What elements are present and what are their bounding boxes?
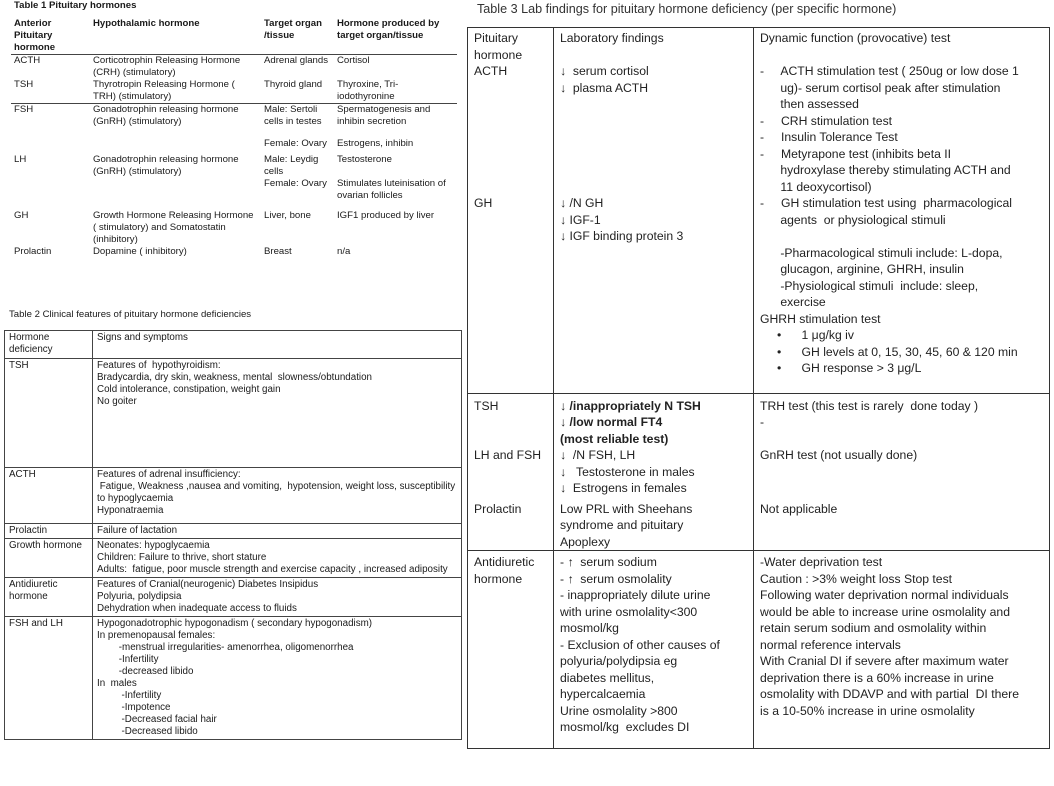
table-row bbox=[11, 202, 457, 246]
table-row bbox=[5, 578, 462, 617]
cell-hypothalamic: Corticotrophin Releasing Hormone (CRH) (stimulatory) bbox=[93, 55, 241, 78]
header-lab-findings: Laboratory findings bbox=[554, 28, 754, 64]
cell-hormone: TSH bbox=[468, 393, 554, 447]
cell-lab: ↓ /inappropriately N TSH ↓ /low normal FT4 (most reliable test) bbox=[554, 393, 754, 447]
table-row bbox=[11, 55, 457, 80]
cell-dynamic: GnRH test (not usually done) bbox=[754, 447, 1050, 497]
cell-hormone: ACTH bbox=[14, 55, 41, 66]
cell-product: Thyroxine, Tri-iodothyronine bbox=[337, 79, 399, 102]
table-row bbox=[5, 331, 462, 359]
cell-product: Cortisol bbox=[337, 55, 370, 66]
cell-dynamic: Not applicable bbox=[754, 497, 1050, 551]
table-row bbox=[5, 539, 462, 578]
cell-symptoms: Failure of lactation bbox=[93, 524, 462, 539]
cell-hypothalamic bbox=[90, 128, 261, 150]
table1-caption: Table 1 Pituitary hormones bbox=[14, 0, 137, 11]
cell-symptoms: Features of adrenal insufficiency: Fatigue, Weakness ,nausea and vomiting, hypotension, weight loss, susceptibility to hypoglycaemia Hyponatraemia bbox=[93, 468, 462, 524]
cell-hormone: GH bbox=[14, 210, 29, 221]
cell-hormone: LH bbox=[14, 154, 27, 165]
cell-hormone bbox=[11, 128, 90, 150]
header-target-hormone: Hormone produced by target organ/tissue bbox=[334, 18, 457, 55]
table-row bbox=[468, 497, 1050, 551]
cell-hypothalamic: Growth Hormone Releasing Hormone ( stimulatory) and Somatostatin (inhibitory) bbox=[93, 210, 254, 245]
table-row bbox=[468, 551, 1050, 749]
cell-dynamic: - GH stimulation test using pharmacological agents or physiological stimuli -Pharmacological stimuli include: L-dopa, glucagon, arginine, GHRH, insulin -Physiological stimuli include: sleep, exercise GHRH stimulation test • 1 μg/kg iv • GH levels at 0, 15, 30, 45, 60 & 120 min • GH response > 3 μg/L bbox=[754, 195, 1050, 393]
cell-hormone: FSH bbox=[11, 104, 90, 129]
cell-target: Liver, bone bbox=[264, 210, 311, 221]
header-target-organ: Target organ /tissue bbox=[261, 18, 334, 55]
cell-hypothalamic: Dopamine ( inhibitory) bbox=[93, 246, 187, 257]
cell-lab: ↓ /N GH ↓ IGF-1 ↓ IGF binding protein 3 bbox=[554, 195, 754, 393]
header-anterior-hormone: Anterior Pituitary hormone bbox=[11, 18, 90, 55]
cell-symptoms: Hypogonadotrophic hypogonadism ( secondary hypogonadism) In premenopausal females: -menstrual irregularities- amenorrhea, oligomenorrhea -Infertility -decreased libido In males -Infertility -Impotence -Decreased facial hair -Decreased libido bbox=[93, 617, 462, 740]
table2-caption: Table 2 Clinical features of pituitary hormone deficiencies bbox=[9, 309, 252, 320]
cell-product: IGF1 produced by liver bbox=[337, 210, 435, 221]
cell-hypothalamic: Thyrotropin Releasing Hormone ( TRH) (stimulatory) bbox=[93, 79, 235, 102]
table-row bbox=[468, 195, 1050, 393]
cell-target: Female: Ovary bbox=[264, 178, 327, 189]
table-row bbox=[11, 128, 457, 150]
cell-target: Male: Sertoli cells in testes bbox=[261, 104, 334, 129]
header-hypothalamic-hormone: Hypothalamic hormone bbox=[90, 18, 261, 55]
cell-symptoms: Neonates: hypoglycaemia Children: Failure to thrive, short stature Adults: fatigue, poor muscle strength and exercise capacity , increased adiposity bbox=[93, 539, 462, 578]
header-signs-symptoms: Signs and symptoms bbox=[93, 331, 462, 359]
cell-product: n/a bbox=[337, 246, 351, 257]
cell-dynamic: - ACTH stimulation test ( 250ug or low dose 1 ug)- serum cortisol peak after stimulation then assessed - CRH stimulation test - Insulin Tolerance Test - Metyrapone test (inhibits beta II hydroxylase thereby stimulating ACTH and 11 deoxycortisol) bbox=[754, 63, 1050, 195]
cell-deficiency: Prolactin bbox=[5, 524, 93, 539]
cell-hormone: GH bbox=[468, 195, 554, 393]
cell-lab: ↓ serum cortisol ↓ plasma ACTH bbox=[554, 63, 754, 195]
cell-target: Adrenal glands bbox=[264, 55, 329, 66]
table-row bbox=[5, 359, 462, 468]
table-row bbox=[5, 617, 462, 740]
table-row bbox=[468, 28, 1050, 64]
cell-hypothalamic: Gonadotrophin releasing hormone (GnRH) (stimulatory) bbox=[93, 154, 239, 177]
cell-product: Testosterone bbox=[337, 154, 392, 165]
cell-symptoms: Features of hypothyroidism: Bradycardia, dry skin, weakness, mental slowness/obtundation Cold intolerance, constipation, weight gain No goiter bbox=[93, 359, 462, 468]
cell-target: Thyroid gland bbox=[264, 79, 323, 90]
cell-hormone: Antidiuretic hormone bbox=[468, 551, 554, 749]
cell-hormone: ACTH bbox=[468, 63, 554, 195]
cell-hormone: LH and FSH bbox=[468, 447, 554, 497]
table-row bbox=[468, 447, 1050, 497]
cell-product: Spermatogenesis and inhibin secretion bbox=[334, 104, 457, 129]
cell-hormone: Prolactin bbox=[14, 246, 52, 257]
cell-symptoms: Features of Cranial(neurogenic) Diabetes Insipidus Polyuria, polydipsia Dehydration when inadequate access to fluids bbox=[93, 578, 462, 617]
lab-findings-table bbox=[467, 27, 1050, 749]
table-row bbox=[11, 178, 457, 202]
cell-hypothalamic: Gonadotrophin releasing hormone (GnRH) (stimulatory) bbox=[90, 104, 261, 129]
cell-target: Female: Ovary bbox=[264, 138, 327, 149]
table-row bbox=[11, 246, 457, 258]
header-hormone-deficiency: Hormone deficiency bbox=[5, 331, 93, 359]
cell-hormone: TSH bbox=[14, 79, 34, 90]
cell-lab: - ↑ serum sodium - ↑ serum osmolality - inappropriately dilute urine with urine osmolality<300 mosmol/kg - Exclusion of other causes of polyuria/polydipsia eg diabetes mellitus, hypercalcaemia Urine osmolality >800 mosmol/kg excludes DI bbox=[554, 551, 754, 749]
cell-deficiency: ACTH bbox=[5, 468, 93, 524]
table3-caption: Table 3 Lab findings for pituitary hormone deficiency (per specific hormone) bbox=[477, 2, 897, 16]
cell-deficiency: Antidiuretic hormone bbox=[5, 578, 93, 617]
table-row bbox=[5, 468, 462, 524]
clinical-features-table bbox=[4, 330, 462, 740]
cell-lab: ↓ /N FSH, LH ↓ Testosterone in males ↓ Estrogens in females bbox=[554, 447, 754, 497]
cell-lab: Low PRL with Sheehans syndrome and pituitary Apoplexy bbox=[554, 497, 754, 551]
cell-deficiency: FSH and LH bbox=[5, 617, 93, 740]
cell-dynamic: -Water deprivation test Caution : >3% weight loss Stop test Following water deprivation normal individuals would be able to increase urine osmolality and retain serum sodium and osmolality within normal reference intervals With Cranial DI if severe after maximum water deprivation there is a 60% increase in urine osmolality with DDAVP and with partial DI there is a 10-50% increase in urine osmolality bbox=[754, 551, 1050, 749]
table-row bbox=[11, 104, 457, 129]
cell-target: Male: Leydig cells bbox=[264, 154, 319, 177]
cell-dynamic: TRH test (this test is rarely done today ) - bbox=[754, 393, 1050, 447]
header-dynamic-test: Dynamic function (provocative) test bbox=[754, 28, 1050, 64]
header-pituitary-hormone: Pituitary hormone bbox=[468, 28, 554, 64]
cell-hormone: Prolactin bbox=[468, 497, 554, 551]
table-row bbox=[11, 79, 457, 104]
cell-hypothalamic bbox=[90, 178, 261, 202]
cell-product: Estrogens, inhibin bbox=[337, 138, 414, 149]
table-row bbox=[468, 393, 1050, 447]
cell-target: Breast bbox=[264, 246, 292, 257]
cell-deficiency: Growth hormone bbox=[5, 539, 93, 578]
cell-product: Stimulates luteinisation of ovarian follicles bbox=[337, 178, 446, 201]
cell-deficiency: TSH bbox=[5, 359, 93, 468]
table-row bbox=[11, 150, 457, 178]
table-row bbox=[468, 63, 1050, 195]
cell-hormone bbox=[11, 178, 90, 202]
pituitary-hormones-table bbox=[11, 18, 457, 258]
table-row bbox=[5, 524, 462, 539]
